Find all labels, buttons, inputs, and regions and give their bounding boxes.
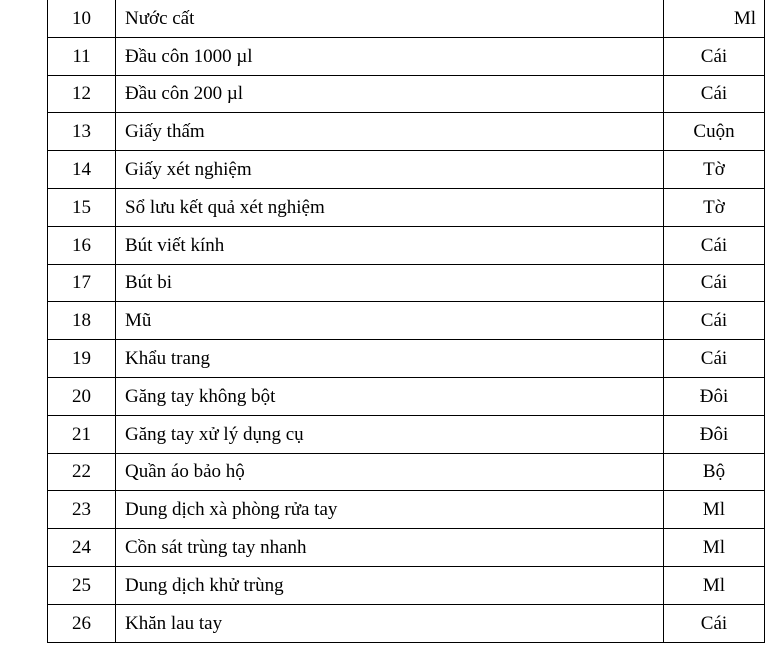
row-number-cell: 15 <box>48 188 116 226</box>
item-name-cell: Dung dịch xà phòng rửa tay <box>116 491 664 529</box>
item-name-cell: Khẩu trang <box>116 340 664 378</box>
table-row <box>48 37 765 75</box>
item-name-cell: Găng tay không bột <box>116 377 664 415</box>
unit-cell: Cái <box>664 37 765 75</box>
row-number-cell: 23 <box>48 491 116 529</box>
item-name-cell: Đầu côn 1000 µl <box>116 37 664 75</box>
table-row <box>48 604 765 642</box>
row-number-cell: 25 <box>48 566 116 604</box>
row-number-cell: 22 <box>48 453 116 491</box>
row-number-cell: 26 <box>48 604 116 642</box>
row-number-cell: 16 <box>48 226 116 264</box>
item-name-cell: Khăn lau tay <box>116 604 664 642</box>
unit-cell: Cái <box>664 75 765 113</box>
supplies-table <box>47 0 765 643</box>
table-row <box>48 188 765 226</box>
table-row <box>48 453 765 491</box>
supplies-table-body <box>48 0 765 642</box>
table-row <box>48 377 765 415</box>
unit-cell: Cái <box>664 604 765 642</box>
row-number-cell: 18 <box>48 302 116 340</box>
table-row <box>48 340 765 378</box>
unit-cell: Đôi <box>664 377 765 415</box>
unit-cell: Bộ <box>664 453 765 491</box>
table-row <box>48 151 765 189</box>
item-name-cell: Bút bi <box>116 264 664 302</box>
table-row <box>48 415 765 453</box>
unit-cell: Ml <box>664 566 765 604</box>
row-number-cell: 24 <box>48 529 116 567</box>
item-name-cell: Sổ lưu kết quả xét nghiệm <box>116 188 664 226</box>
item-name-cell: Mũ <box>116 302 664 340</box>
table-row <box>48 529 765 567</box>
table-row <box>48 0 765 37</box>
item-name-cell: Cồn sát trùng tay nhanh <box>116 529 664 567</box>
row-number-cell: 14 <box>48 151 116 189</box>
item-name-cell: Găng tay xử lý dụng cụ <box>116 415 664 453</box>
item-name-cell: Giấy xét nghiệm <box>116 151 664 189</box>
unit-cell: Đôi <box>664 415 765 453</box>
item-name-cell: Nước cất <box>116 0 664 37</box>
item-name-cell: Đầu côn 200 µl <box>116 75 664 113</box>
unit-cell: Tờ <box>664 188 765 226</box>
table-row <box>48 302 765 340</box>
row-number-cell: 19 <box>48 340 116 378</box>
item-name-cell: Bút viết kính <box>116 226 664 264</box>
row-number-cell: 12 <box>48 75 116 113</box>
unit-cell: Cái <box>664 264 765 302</box>
row-number-cell: 20 <box>48 377 116 415</box>
table-row <box>48 566 765 604</box>
row-number-cell: 11 <box>48 37 116 75</box>
item-name-cell: Dung dịch khử trùng <box>116 566 664 604</box>
item-name-cell: Giấy thấm <box>116 113 664 151</box>
table-row <box>48 264 765 302</box>
row-number-cell: 21 <box>48 415 116 453</box>
unit-cell: Cái <box>664 226 765 264</box>
unit-cell: Ml <box>664 0 765 37</box>
row-number-cell: 13 <box>48 113 116 151</box>
row-number-cell: 17 <box>48 264 116 302</box>
unit-cell: Cái <box>664 302 765 340</box>
row-number-cell: 10 <box>48 0 116 37</box>
table-row <box>48 113 765 151</box>
table-row <box>48 491 765 529</box>
unit-cell: Cuộn <box>664 113 765 151</box>
unit-cell: Tờ <box>664 151 765 189</box>
table-row <box>48 226 765 264</box>
table-row <box>48 75 765 113</box>
unit-cell: Ml <box>664 529 765 567</box>
item-name-cell: Quần áo bảo hộ <box>116 453 664 491</box>
unit-cell: Cái <box>664 340 765 378</box>
unit-cell: Ml <box>664 491 765 529</box>
